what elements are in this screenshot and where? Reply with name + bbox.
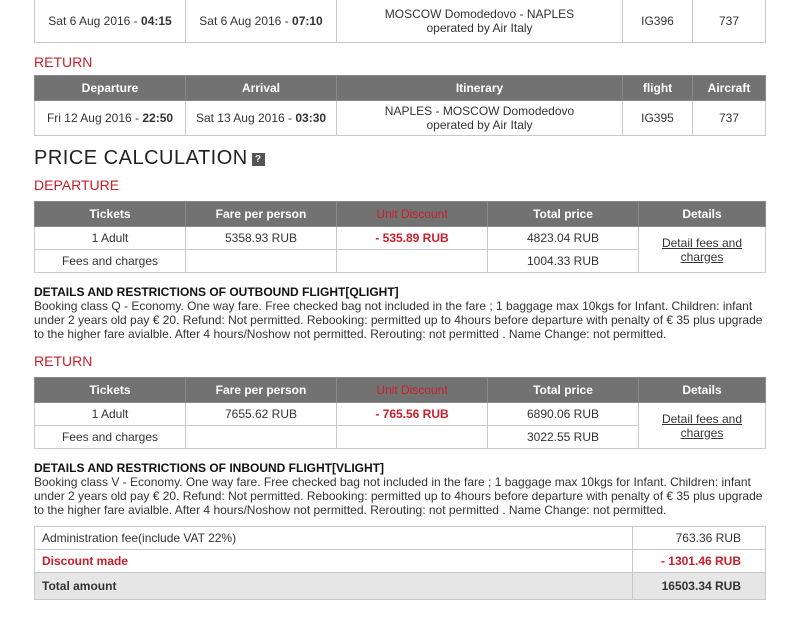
price-calculation-title: PRICE CALCULATION ? bbox=[34, 144, 765, 172]
return-price-table bbox=[34, 377, 766, 449]
return-departure: Fri 12 Aug 2016 - 22:50 bbox=[35, 101, 186, 136]
return-arrival: Sat 13 Aug 2016 - 03:30 bbox=[186, 101, 337, 136]
col-aircraft: Aircraft bbox=[693, 76, 766, 101]
col-total-price: Total price bbox=[488, 378, 639, 403]
col-tickets: Tickets bbox=[35, 202, 186, 227]
return-fees-total: 3022.55 RUB bbox=[488, 426, 639, 449]
col-tickets: Tickets bbox=[35, 378, 186, 403]
table-row bbox=[35, 573, 766, 600]
departure-details-cell bbox=[639, 227, 766, 273]
table-row bbox=[35, 0, 766, 43]
departure-fare: 5358.93 RUB bbox=[186, 227, 337, 250]
return-fees-fare bbox=[186, 426, 337, 449]
col-unit-discount: Unit Discount bbox=[337, 202, 488, 227]
table-row bbox=[35, 101, 766, 136]
departure-discount: - 535.89 RUB bbox=[337, 227, 488, 250]
departure-detail-fees-link[interactable]: Detail fees and charges bbox=[661, 235, 743, 264]
col-unit-discount: Unit Discount bbox=[337, 378, 488, 403]
return-total: 6890.06 RUB bbox=[488, 403, 639, 426]
col-fare-per-person: Fare per person bbox=[186, 378, 337, 403]
outbound-arrival: Sat 6 Aug 2016 - 07:10 bbox=[186, 0, 337, 43]
summary-table bbox=[34, 526, 766, 600]
discount-made-label: Discount made bbox=[35, 550, 633, 573]
return-price-heading: RETURN bbox=[34, 353, 93, 369]
departure-fees-total: 1004.33 RUB bbox=[488, 250, 639, 273]
col-itinerary: Itinerary bbox=[337, 76, 623, 101]
table-row bbox=[35, 550, 766, 573]
return-flight-table bbox=[34, 75, 766, 136]
col-total-price: Total price bbox=[488, 202, 639, 227]
return-detail-fees-link[interactable]: Detail fees and charges bbox=[661, 411, 743, 440]
return-fees-label: Fees and charges bbox=[35, 426, 186, 449]
inbound-restrictions-text: Booking class V - Economy. One way fare. Free checked bag not included in the fare ; 1 baggage max 10kgs for Infant. Children: infant under 2 years old pay € 20. Refund: Not permitted. Rebooking: permitted up to 4hours before departure with penalty of € 35 plus upgrade to the higher fare avialble. After 4 hours/Noshow not permitted. Rerouting: not permitted . Name Change: not permitted. bbox=[34, 475, 763, 517]
departure-heading: DEPARTURE bbox=[34, 177, 120, 193]
admin-fee-value: 763.36 RUB bbox=[633, 527, 766, 550]
departure-fees-discount bbox=[337, 250, 488, 273]
total-amount-value: 16503.34 RUB bbox=[633, 573, 766, 600]
table-row bbox=[35, 403, 766, 426]
discount-made-value: - 1301.46 RUB bbox=[633, 550, 766, 573]
departure-fees-label: Fees and charges bbox=[35, 250, 186, 273]
col-arrival: Arrival bbox=[186, 76, 337, 101]
return-fees-discount bbox=[337, 426, 488, 449]
departure-fees-fare bbox=[186, 250, 337, 273]
col-details: Details bbox=[639, 378, 766, 403]
col-details: Details bbox=[639, 202, 766, 227]
outbound-itinerary: MOSCOW Domodedovo - NAPLES operated by Air Italy bbox=[337, 0, 623, 43]
inbound-restrictions-title: DETAILS AND RESTRICTIONS OF INBOUND FLIGHT[VLIGHT] bbox=[34, 461, 384, 475]
outbound-flight-number: IG396 bbox=[623, 0, 693, 43]
col-fare-per-person: Fare per person bbox=[186, 202, 337, 227]
return-itinerary: NAPLES - MOSCOW Domodedovo operated by Air Italy bbox=[337, 101, 623, 136]
help-icon[interactable]: ? bbox=[252, 153, 265, 166]
outbound-aircraft: 737 bbox=[693, 0, 766, 43]
departure-tickets: 1 Adult bbox=[35, 227, 186, 250]
booking-summary bbox=[34, 0, 765, 600]
return-flight-number: IG395 bbox=[623, 101, 693, 136]
return-fare: 7655.62 RUB bbox=[186, 403, 337, 426]
total-amount-label: Total amount bbox=[35, 573, 633, 600]
col-departure: Departure bbox=[35, 76, 186, 101]
return-heading: RETURN bbox=[34, 54, 93, 70]
return-discount: - 765.56 RUB bbox=[337, 403, 488, 426]
outbound-flight-table bbox=[34, 0, 766, 43]
return-tickets: 1 Adult bbox=[35, 403, 186, 426]
return-aircraft: 737 bbox=[693, 101, 766, 136]
table-row bbox=[35, 227, 766, 250]
col-flight: flight bbox=[623, 76, 693, 101]
departure-total: 4823.04 RUB bbox=[488, 227, 639, 250]
outbound-restrictions-text: Booking class Q - Economy. One way fare. Free checked bag not included in the fare ; 1 baggage max 10kgs for Infant. Children: infant under 2 years old pay € 20. Refund: Not permitted. Rebooking: permitted up to 4hours before departure with penalty of € 35 plus upgrade to the higher fare avialble. After 4 hours/Noshow not permitted. Rerouting: not permitted . Name Change: not permitted. bbox=[34, 299, 763, 341]
outbound-departure: Sat 6 Aug 2016 - 04:15 bbox=[35, 0, 186, 43]
table-row bbox=[35, 527, 766, 550]
admin-fee-label: Administration fee(include VAT 22%) bbox=[35, 527, 633, 550]
outbound-restrictions-title: DETAILS AND RESTRICTIONS OF OUTBOUND FLIGHT[QLIGHT] bbox=[34, 285, 399, 299]
return-details-cell bbox=[639, 403, 766, 449]
departure-price-table bbox=[34, 201, 766, 273]
